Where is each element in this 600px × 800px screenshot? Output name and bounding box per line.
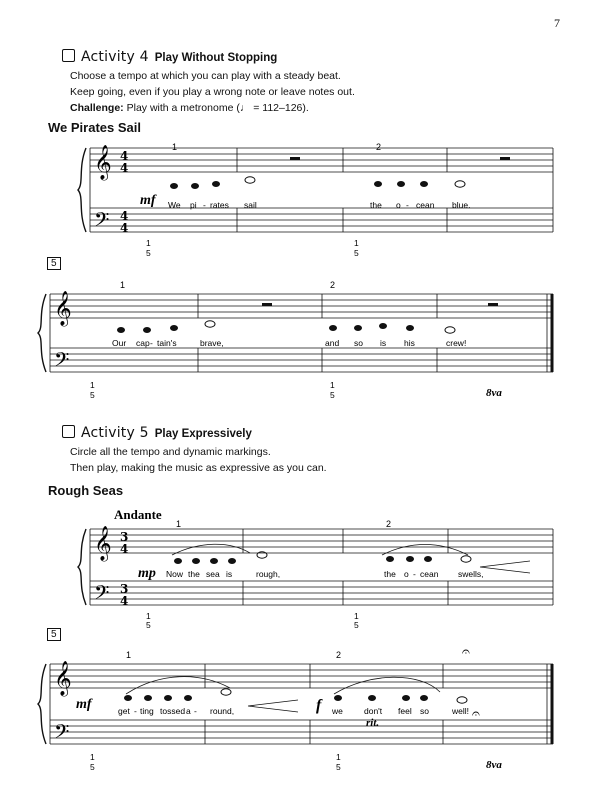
svg-text:5: 5 [90, 762, 95, 772]
svg-text:-: - [134, 706, 137, 716]
song-title-we-pirates-sail: We Pirates Sail [48, 120, 141, 135]
note [374, 181, 382, 187]
svg-text:swells,: swells, [458, 569, 484, 579]
lyric: We [168, 200, 181, 210]
bass-finger: 5 [330, 390, 335, 400]
lyric: Our [112, 338, 127, 348]
svg-text:5: 5 [146, 620, 151, 628]
lyric: cap [136, 338, 150, 348]
svg-text:1: 1 [354, 611, 359, 621]
page-number: 7 [554, 16, 560, 30]
instruction-line: Keep going, even if you play a wrong note or leave notes out. [70, 86, 355, 98]
activity-5-label: Activity 5 [81, 425, 149, 441]
dynamic-mf: mf [76, 697, 92, 712]
activity-4-label: Activity 4 [81, 49, 149, 65]
lyric: - [203, 200, 206, 210]
dynamic-f: f [316, 697, 322, 714]
time-sig-bottom: 4 [120, 161, 129, 175]
activity-4-heading [62, 48, 277, 65]
whole-rest [500, 157, 510, 160]
whole-rest [290, 157, 300, 160]
half-note [455, 181, 465, 187]
svg-text:the: the [384, 569, 396, 579]
treble-clef-icon: 𝄞 [94, 526, 112, 561]
svg-text:a: a [186, 706, 191, 716]
activity-5-instructions [70, 444, 327, 476]
lyric: o [396, 200, 401, 210]
svg-text:is: is [226, 569, 233, 579]
bass-finger: 1 [90, 380, 95, 390]
svg-text:-: - [413, 569, 416, 579]
bass-finger: 5 [354, 248, 359, 258]
svg-text:feel: feel [398, 706, 412, 716]
bass-finger: 1 [354, 238, 359, 248]
score-system-1 [0, 138, 600, 258]
svg-text:-: - [194, 706, 197, 716]
svg-text:don't: don't [364, 706, 383, 716]
activity-5-title: Play Expressively [154, 428, 252, 440]
half-note [245, 177, 255, 183]
measure-number-box: 5 [47, 628, 61, 641]
svg-text:2: 2 [386, 519, 392, 529]
fermata-icon: 𝄐 [472, 706, 480, 722]
octave-mark: 8va [486, 759, 502, 771]
bass-clef-icon: 𝄢 [54, 720, 70, 748]
activity-5-heading [62, 424, 252, 441]
svg-text:4: 4 [120, 594, 129, 608]
challenge-label: Challenge: [70, 102, 124, 114]
bass-clef-icon: 𝄢 [94, 208, 110, 236]
lyric: the [370, 200, 382, 210]
lyric: is [380, 338, 387, 348]
bass-finger: 1 [146, 238, 151, 248]
note [212, 181, 220, 187]
svg-text:o: o [404, 569, 409, 579]
finger-number: 2 [376, 142, 382, 152]
bass-finger: 5 [90, 390, 95, 400]
svg-text:1: 1 [90, 752, 95, 762]
svg-text:we: we [332, 706, 343, 716]
svg-text:cean: cean [420, 569, 439, 579]
svg-text:1: 1 [176, 519, 182, 529]
svg-text:tossed: tossed [160, 706, 186, 716]
lyric: rates [210, 200, 229, 210]
octave-mark: 8va [486, 387, 502, 399]
activity-4-checkbox[interactable] [62, 49, 75, 62]
measure-number-box: 5 [47, 257, 61, 270]
instruction-line: Choose a tempo at which you can play with a steady beat. [70, 70, 341, 82]
score-system-4 [0, 642, 600, 792]
svg-text:so: so [420, 706, 429, 716]
svg-text:4: 4 [120, 542, 129, 556]
bass-clef-icon: 𝄢 [94, 581, 110, 609]
song-title-rough-seas: Rough Seas [48, 483, 124, 498]
lyric: tain's [157, 338, 177, 348]
lyric: sail [244, 200, 257, 210]
lyric: - [406, 200, 409, 210]
lyric: his [404, 338, 415, 348]
svg-text:3: 3 [120, 582, 129, 596]
lyric: cean [416, 200, 435, 210]
dynamic-mp: mp [138, 566, 156, 581]
lyric: pi [190, 200, 197, 210]
svg-text:1: 1 [126, 650, 132, 660]
svg-text:1: 1 [146, 611, 151, 621]
bass-clef-icon: 𝄢 [54, 348, 70, 376]
lyric: blue. [452, 200, 471, 210]
svg-text:round,: round, [210, 706, 235, 716]
activity-4-instructions [70, 68, 355, 116]
svg-text:3: 3 [120, 530, 129, 544]
lyric: - [150, 338, 153, 348]
svg-text:well!: well! [452, 706, 470, 716]
treble-clef-icon: 𝄞 [54, 291, 72, 326]
svg-text:2: 2 [336, 650, 342, 660]
tempo-marking: Andante [114, 507, 162, 522]
lyric: and [325, 338, 340, 348]
svg-text:ting: ting [140, 706, 154, 716]
treble-clef-icon: 𝄞 [94, 145, 112, 180]
note [420, 181, 428, 187]
score-system-2 [0, 272, 600, 412]
lyric: so [354, 338, 363, 348]
svg-text:5: 5 [354, 620, 359, 628]
activity-5-checkbox[interactable] [62, 425, 75, 438]
time-sig-top: 4 [120, 149, 129, 163]
finger-number: 2 [330, 280, 336, 290]
activity-4-title: Play Without Stopping [154, 52, 278, 64]
dynamic-mf: mf [140, 193, 156, 208]
challenge-text: Play with a metronome (♩ = 112–126). [126, 102, 309, 114]
note [397, 181, 405, 187]
instruction-line: Then play, making the music as expressive as you can. [70, 462, 327, 474]
svg-text:1: 1 [336, 752, 341, 762]
instruction-line: Circle all the tempo and dynamic markings. [70, 446, 271, 458]
svg-text:rough,: rough, [256, 569, 281, 579]
finger-number: 1 [120, 280, 126, 290]
lyric: brave, [200, 338, 224, 348]
time-sig-bottom-bass: 4 [120, 221, 129, 235]
challenge-line [70, 100, 355, 116]
svg-text:the: the [188, 569, 200, 579]
svg-text:5: 5 [336, 762, 341, 772]
score-system-3 [0, 503, 600, 628]
svg-text:Now: Now [166, 569, 184, 579]
finger-number: 1 [172, 142, 178, 152]
bass-finger: 5 [146, 248, 151, 258]
fermata-icon: 𝄐 [462, 644, 470, 660]
bass-finger: 1 [330, 380, 335, 390]
note [191, 183, 199, 189]
ritardando-mark: rit. [366, 717, 380, 729]
note [170, 183, 178, 189]
treble-clef-icon: 𝄞 [54, 661, 72, 696]
svg-text:get: get [118, 706, 130, 716]
svg-text:sea: sea [206, 569, 220, 579]
time-sig-top-bass: 4 [120, 209, 129, 223]
lyric: crew! [446, 338, 467, 348]
